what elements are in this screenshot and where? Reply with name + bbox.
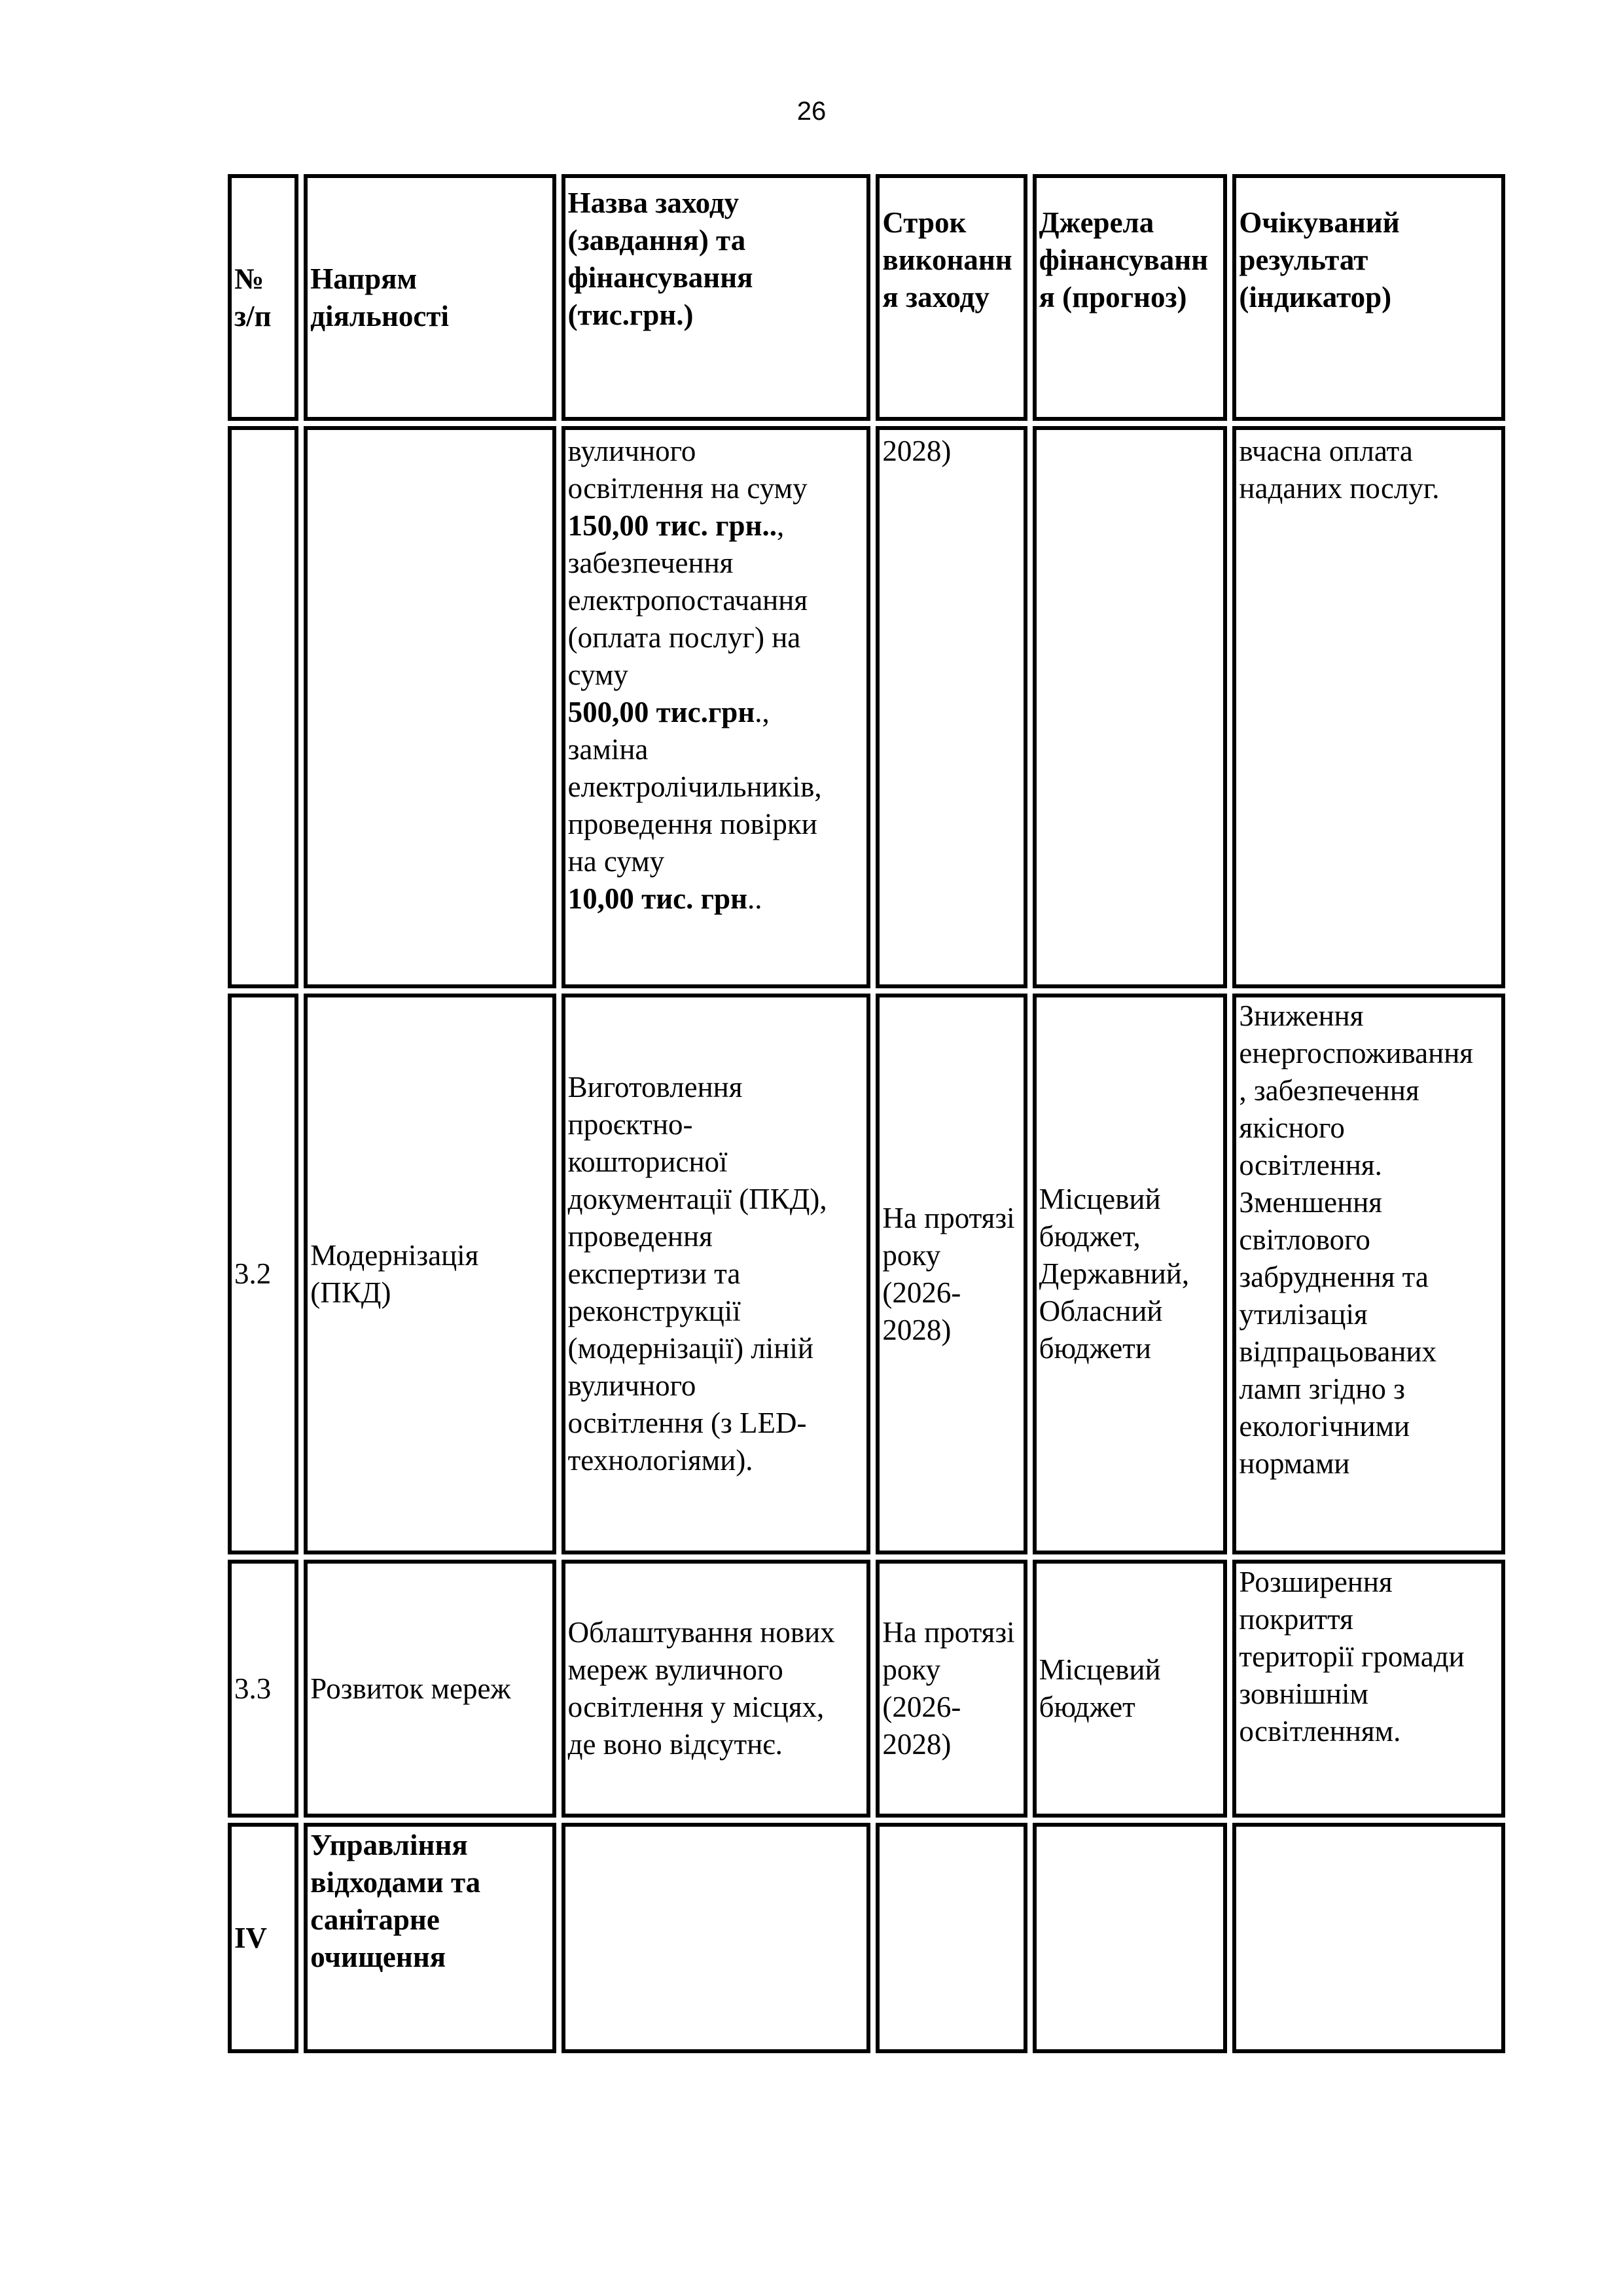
- measure-line: технологіями).: [567, 1444, 753, 1477]
- direction-line: Модернізація: [310, 1238, 479, 1272]
- measure-line: [568, 880, 865, 918]
- amount-150: 150,00 тис. грн..: [567, 509, 777, 542]
- sources-line: Обласний: [1039, 1295, 1163, 1327]
- measure-line: мереж вуличного: [567, 1653, 783, 1686]
- cell-term: [876, 994, 1027, 1554]
- cell-result: [1232, 994, 1505, 1554]
- measure-line: (оплата послуг) на: [567, 621, 801, 654]
- cell-result: [1232, 426, 1505, 988]
- header-result: [1232, 174, 1505, 421]
- cell-num: 3.3: [228, 1560, 298, 1818]
- direction-line: (ПКД): [310, 1276, 391, 1309]
- measure-line: освітлення на суму: [567, 472, 808, 505]
- term-line: (2026-: [882, 1276, 961, 1309]
- header-term-line: виконанн: [882, 243, 1012, 276]
- table-row: [228, 1560, 1505, 1818]
- result-line: освітлення.: [1239, 1149, 1382, 1181]
- measure-line: електропостачання: [567, 584, 808, 617]
- cell-num: IV: [228, 1823, 298, 2053]
- measure-line: кошторисної: [567, 1145, 728, 1178]
- result-line: ламп згідно з: [1239, 1372, 1405, 1405]
- header-num-line: №: [234, 262, 264, 295]
- cell-num: [228, 426, 298, 988]
- result-line: покриття: [1239, 1603, 1353, 1636]
- header-direction: [304, 174, 556, 421]
- measure-line: Виготовлення: [567, 1071, 743, 1103]
- measure-line: проведення: [567, 1220, 713, 1253]
- result-line: вчасна оплата: [1239, 435, 1413, 467]
- term-line: року: [882, 1653, 941, 1686]
- measure-line: заміна: [567, 733, 649, 766]
- cell-direction: [304, 426, 556, 988]
- cell-measure: [562, 1823, 871, 2053]
- term-line: На протязі: [882, 1201, 1015, 1234]
- header-num-line: з/п: [234, 299, 272, 332]
- header-sources-line: я (прогноз): [1039, 281, 1187, 314]
- cell-sources: [1033, 1560, 1228, 1818]
- sources-line: Місцевий: [1039, 1183, 1161, 1215]
- result-line: екологічними: [1239, 1410, 1410, 1443]
- measure-line: вуличного: [567, 435, 696, 467]
- result-line: Зниження: [1239, 999, 1364, 1032]
- cell-direction: [304, 1560, 556, 1818]
- result-line: енергоспоживання: [1239, 1037, 1473, 1069]
- measure-line: забезпечення: [567, 547, 734, 579]
- sources-line: Державний,: [1039, 1257, 1190, 1290]
- measure-line: проєктно-: [567, 1108, 693, 1141]
- direction-line: Управління: [310, 1829, 468, 1861]
- amount-500-tail: .,: [755, 696, 770, 728]
- measure-line: освітлення (з LED-: [567, 1407, 807, 1439]
- header-result-line: (індикатор): [1239, 281, 1392, 314]
- direction-line: очищення: [310, 1941, 446, 1973]
- header-measure: [562, 174, 871, 421]
- cell-term: [876, 1560, 1027, 1818]
- result-line: утилізація: [1239, 1298, 1368, 1331]
- direction-line: Розвиток мереж: [310, 1672, 511, 1705]
- amount-10-tail: ..: [747, 882, 762, 915]
- cell-result: [1232, 1560, 1505, 1818]
- cell-measure: [562, 994, 871, 1554]
- header-direction-line: діяльності: [310, 299, 449, 332]
- cell-measure: [562, 426, 871, 988]
- header-direction-line: Напрям: [310, 262, 418, 295]
- header-result-line: Очікуваний: [1239, 206, 1400, 239]
- header-measure-line: фінансування: [567, 261, 753, 294]
- measure-line: документації (ПКД),: [567, 1183, 827, 1215]
- header-sources-line: фінансуванн: [1039, 243, 1209, 276]
- measure-line: вуличного: [567, 1369, 696, 1402]
- header-measure-line: Назва заходу: [567, 187, 740, 219]
- result-line: території громади: [1239, 1640, 1465, 1673]
- term-line: (2026-: [882, 1691, 961, 1723]
- header-sources-line: Джерела: [1039, 206, 1154, 239]
- sources-line: бюджети: [1039, 1332, 1151, 1365]
- amount-500: 500,00 тис.грн: [567, 696, 755, 728]
- term-line: 2028): [882, 1728, 952, 1761]
- measure-line: на суму: [567, 845, 665, 878]
- cell-term: [876, 1823, 1027, 2053]
- cell-sources: [1033, 994, 1228, 1554]
- table-row: [228, 1823, 1505, 2053]
- result-line: наданих послуг.: [1239, 472, 1440, 505]
- sources-line: бюджет: [1039, 1691, 1135, 1723]
- sources-line: Місцевий: [1039, 1653, 1161, 1686]
- term-line: На протязі: [882, 1616, 1015, 1649]
- cell-sources: [1033, 426, 1228, 988]
- measure-line: [568, 694, 865, 731]
- result-line: Розширення: [1239, 1566, 1393, 1598]
- cell-result: [1232, 1823, 1505, 2053]
- cell-direction: [304, 994, 556, 1554]
- cell-sources: [1033, 1823, 1228, 2053]
- direction-line: санітарне: [310, 1903, 440, 1936]
- measure-line: експертизи та: [567, 1257, 741, 1290]
- measure-line: освітлення у місцях,: [567, 1691, 825, 1723]
- amount-10: 10,00 тис. грн: [567, 882, 748, 915]
- result-line: освітленням.: [1239, 1715, 1401, 1748]
- measure-line: проведення повірки: [567, 808, 817, 840]
- result-line: забруднення та: [1239, 1261, 1429, 1293]
- page-number: 26: [796, 97, 827, 126]
- result-line: Зменшення: [1239, 1186, 1382, 1219]
- cell-direction: [304, 1823, 556, 2053]
- table-header-row: [228, 174, 1505, 421]
- measure-line: реконструкції: [567, 1295, 741, 1327]
- measure-line: суму: [567, 658, 628, 691]
- header-sources: [1033, 174, 1228, 421]
- header-term-line: я заходу: [882, 281, 990, 314]
- term-line: 2028): [882, 1313, 952, 1346]
- header-result-line: результат: [1239, 243, 1368, 276]
- result-line: зовнішнім: [1239, 1677, 1368, 1710]
- measure-line: електролічильників,: [567, 770, 822, 803]
- measure-line: [568, 507, 865, 545]
- cell-measure: [562, 1560, 871, 1818]
- result-line: якісного: [1239, 1111, 1345, 1144]
- result-line: нормами: [1239, 1447, 1350, 1480]
- measure-line: де воно відсутнє.: [567, 1728, 783, 1761]
- result-line: , забезпечення: [1239, 1074, 1419, 1107]
- amount-150-tail: ,: [777, 509, 785, 542]
- header-num: [228, 174, 298, 421]
- header-term-line: Строк: [882, 206, 967, 239]
- result-line: світлового: [1239, 1223, 1370, 1256]
- cell-num: 3.2: [228, 994, 298, 1554]
- header-term: [876, 174, 1027, 421]
- measure-line: Облаштування нових: [567, 1616, 835, 1649]
- result-line: відпрацьованих: [1239, 1335, 1437, 1368]
- table-row: [228, 994, 1505, 1554]
- header-measure-line: (завдання) та: [567, 224, 746, 257]
- header-measure-line: (тис.грн.): [567, 298, 694, 331]
- direction-line: відходами та: [310, 1866, 481, 1899]
- measure-line: (модернізації) ліній: [567, 1332, 813, 1365]
- sources-line: бюджет,: [1039, 1220, 1141, 1253]
- cell-term: 2028): [876, 426, 1027, 988]
- measures-table: [223, 169, 1510, 2058]
- table-row: [228, 426, 1505, 988]
- term-line: року: [882, 1238, 941, 1272]
